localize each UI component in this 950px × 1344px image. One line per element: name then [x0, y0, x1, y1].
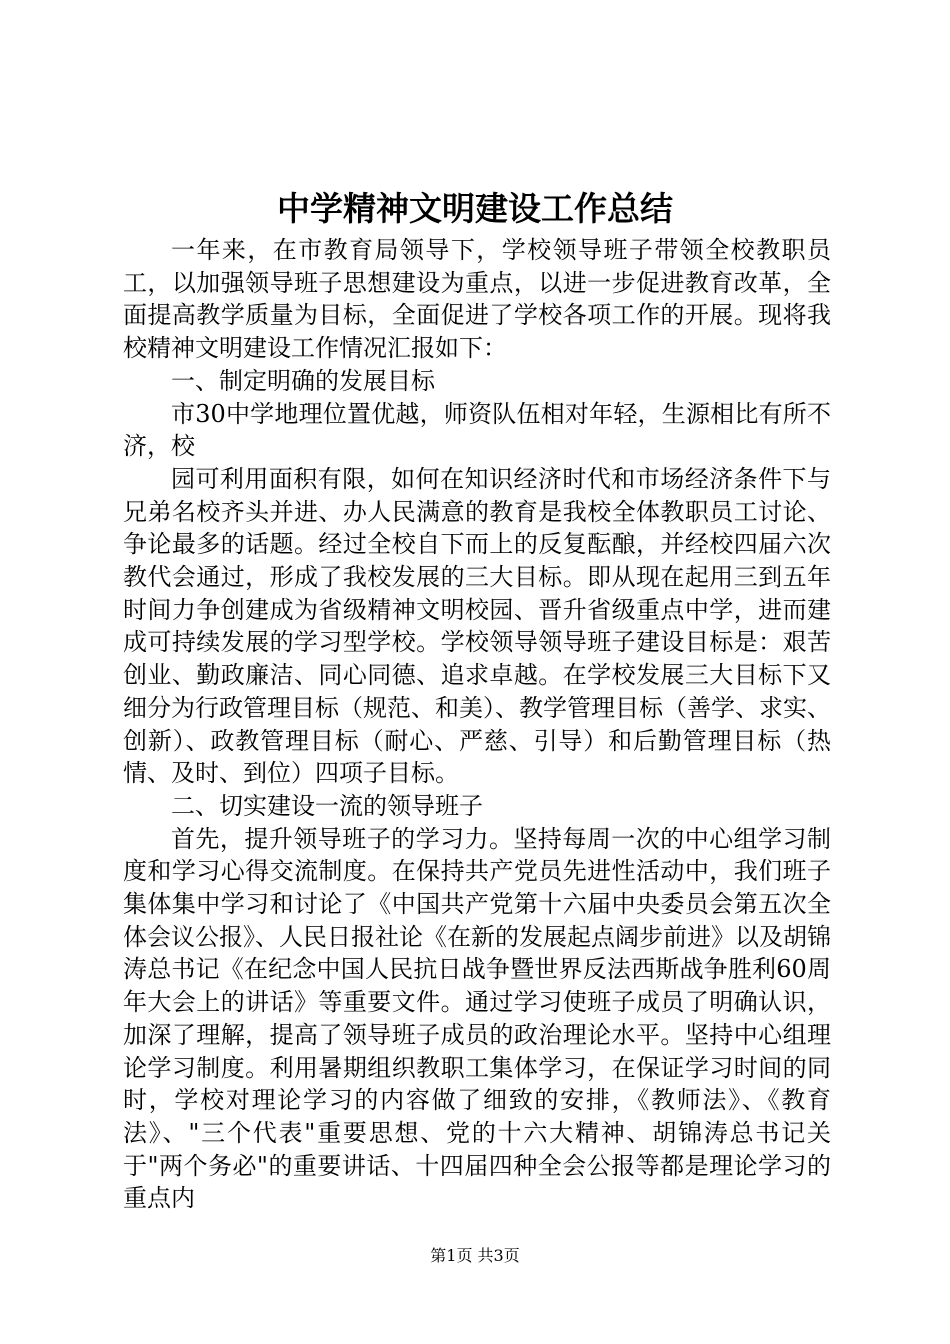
- paragraph-intro: 一年来，在市教育局领导下，学校领导班子带领全校教职员工，以加强领导班子思想建设为重点，以进一步促进教育改革，全面提高教学质量为目标，全面促进了学校各项工作的开展。现将我校精神文明建设工作情况汇报如下：: [123, 236, 831, 363]
- paragraph-school-overview: 市30中学地理位置优越，师资队伍相对年轻，生源相比有所不济，校: [123, 399, 831, 461]
- page-number-footer: 第1页 共3页: [430, 1246, 520, 1265]
- section-heading-2: 二、切实建设一流的领导班子: [171, 791, 483, 820]
- paragraph-leadership-study: 首先，提升领导班子的学习力。坚持每周一次的中心组学习制度和学习心得交流制度。在保持共产党员先进性活动中，我们班子集体集中学习和讨论了《中国共产党第十六届中央委员会第五次全体会议公报》、人民日报社论《在新的发展起点阔步前进》以及胡锦涛总书记《在纪念中国人民抗日战争暨世界反法西斯战争胜利60周年大会上的讲话》等重要文件。通过学习使班子成员了明确认识，加深了理解，提高了领导班子成员的政治理论水平。坚持中心组理论学习制度。利用暑期组织教职工集体学习，在保证学习时间的同时，学校对理论学习的内容做了细致的安排，《教师法》、《教育法》、"三个代表"重要思想、党的十六大精神、胡锦涛总书记关于"两个务必"的重要讲话、十四届四种全会公报等都是理论学习的重点内: [123, 824, 831, 1213]
- document-title: 中学精神文明建设工作总结: [277, 189, 673, 228]
- document-body: [123, 234, 831, 1215]
- paragraph-development-goals: 园可利用面积有限，如何在知识经济时代和市场经济条件下与兄弟名校齐头并进、办人民满意的教育是我校全体教职员工讨论、争论最多的话题。经过全校自下而上的反复酝酿，并经校四届六次教代会通过，形成了我校发展的三大目标。即从现在起用三到五年时间力争创建成为省级精神文明校园、晋升省级重点中学，进而建成可持续发展的学习型学校。学校领导领导班子建设目标是：艰苦创业、勤政廉洁、同心同德、追求卓越。在学校发展三大目标下又细分为行政管理目标（规范、和美）、教学管理目标（善学、求实、创新）、政教管理目标（耐心、严慈、引导）和后勤管理目标（热情、及时、到位）四项子目标。: [123, 464, 831, 788]
- section-heading-1: 一、制定明确的发展目标: [171, 366, 435, 395]
